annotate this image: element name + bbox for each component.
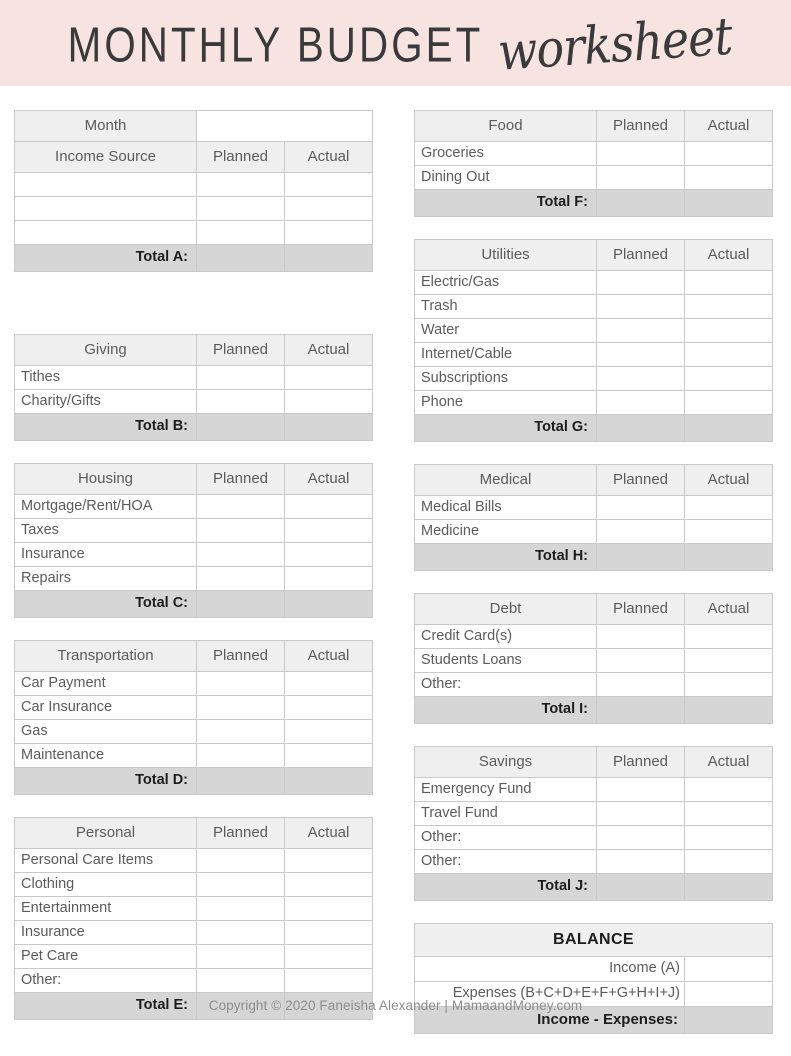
row-label: Car Insurance bbox=[15, 696, 197, 720]
column-header-planned: Planned bbox=[597, 240, 685, 271]
column-header-planned: Planned bbox=[597, 594, 685, 625]
actual-input-cell[interactable] bbox=[685, 343, 773, 367]
planned-input-cell[interactable] bbox=[597, 391, 685, 415]
total-planned-cell[interactable] bbox=[597, 544, 685, 571]
table-row bbox=[15, 873, 373, 897]
row-label: Charity/Gifts bbox=[15, 390, 197, 414]
table-header-row bbox=[15, 335, 373, 366]
table-row bbox=[15, 672, 373, 696]
table-row bbox=[415, 802, 773, 826]
section-title: Medical bbox=[415, 465, 597, 496]
row-label: Clothing bbox=[15, 873, 197, 897]
table-row bbox=[415, 295, 773, 319]
balance-header-row bbox=[415, 924, 773, 957]
total-actual-cell[interactable] bbox=[685, 874, 773, 901]
total-planned-cell[interactable] bbox=[197, 245, 285, 272]
column-header-actual: Actual bbox=[285, 142, 373, 173]
column-header-actual: Actual bbox=[285, 818, 373, 849]
planned-input-cell[interactable] bbox=[197, 173, 285, 197]
planned-input-cell[interactable] bbox=[197, 366, 285, 390]
row-label: Mortgage/Rent/HOA bbox=[15, 495, 197, 519]
planned-input-cell[interactable] bbox=[597, 319, 685, 343]
row-label: Insurance bbox=[15, 543, 197, 567]
row-label: Insurance bbox=[15, 921, 197, 945]
column-header-actual: Actual bbox=[685, 747, 773, 778]
row-label: Pet Care bbox=[15, 945, 197, 969]
balance-row-input-cell[interactable] bbox=[685, 957, 773, 982]
row-label: Maintenance bbox=[15, 744, 197, 768]
actual-input-cell[interactable] bbox=[685, 649, 773, 673]
actual-input-cell[interactable] bbox=[685, 142, 773, 166]
total-planned-cell[interactable] bbox=[597, 874, 685, 901]
row-label: Other: bbox=[415, 850, 597, 874]
row-label: Taxes bbox=[15, 519, 197, 543]
table-row bbox=[15, 567, 373, 591]
page-title bbox=[0, 0, 791, 96]
actual-input-cell[interactable] bbox=[685, 271, 773, 295]
actual-input-cell[interactable] bbox=[685, 367, 773, 391]
row-label: Subscriptions bbox=[415, 367, 597, 391]
actual-input-cell[interactable] bbox=[685, 625, 773, 649]
budget-table-left-2 bbox=[14, 640, 373, 795]
table-row bbox=[415, 649, 773, 673]
table-row bbox=[415, 673, 773, 697]
actual-input-cell[interactable] bbox=[685, 826, 773, 850]
section-title: Income Source bbox=[15, 142, 197, 173]
table-header-row bbox=[415, 240, 773, 271]
column-header-actual: Actual bbox=[685, 240, 773, 271]
planned-input-cell[interactable] bbox=[597, 343, 685, 367]
month-input-cell[interactable] bbox=[197, 111, 373, 142]
actual-input-cell[interactable] bbox=[285, 873, 373, 897]
actual-input-cell[interactable] bbox=[285, 495, 373, 519]
actual-input-cell[interactable] bbox=[685, 778, 773, 802]
table-row bbox=[415, 826, 773, 850]
planned-input-cell[interactable] bbox=[197, 921, 285, 945]
table-row bbox=[415, 778, 773, 802]
column-header-planned: Planned bbox=[197, 464, 285, 495]
row-label[interactable] bbox=[15, 197, 197, 221]
budget-table-left-1 bbox=[14, 463, 373, 618]
table-total-row bbox=[415, 697, 773, 724]
table-row bbox=[415, 319, 773, 343]
table-row bbox=[415, 496, 773, 520]
row-label: Credit Card(s) bbox=[415, 625, 597, 649]
table-row bbox=[415, 142, 773, 166]
table-row bbox=[15, 495, 373, 519]
actual-input-cell[interactable] bbox=[685, 166, 773, 190]
row-label[interactable] bbox=[15, 173, 197, 197]
planned-input-cell[interactable] bbox=[197, 897, 285, 921]
table-row bbox=[415, 367, 773, 391]
actual-input-cell[interactable] bbox=[685, 319, 773, 343]
row-label: Phone bbox=[415, 391, 597, 415]
total-label: Total H: bbox=[415, 544, 597, 571]
row-label: Other: bbox=[415, 826, 597, 850]
table-total-row bbox=[415, 874, 773, 901]
actual-input-cell[interactable] bbox=[285, 519, 373, 543]
table-row bbox=[15, 849, 373, 873]
actual-input-cell[interactable] bbox=[285, 366, 373, 390]
column-header-planned: Planned bbox=[597, 111, 685, 142]
table-header-row bbox=[415, 111, 773, 142]
budget-table-right-1 bbox=[414, 239, 773, 442]
total-planned-cell[interactable] bbox=[597, 415, 685, 442]
row-label: Repairs bbox=[15, 567, 197, 591]
actual-input-cell[interactable] bbox=[285, 969, 373, 993]
row-label[interactable] bbox=[15, 221, 197, 245]
table-total-row bbox=[15, 591, 373, 618]
planned-input-cell[interactable] bbox=[597, 778, 685, 802]
actual-input-cell[interactable] bbox=[685, 850, 773, 874]
table-header-row bbox=[415, 747, 773, 778]
actual-input-cell[interactable] bbox=[285, 543, 373, 567]
actual-input-cell[interactable] bbox=[685, 295, 773, 319]
total-actual-cell[interactable] bbox=[685, 190, 773, 217]
total-planned-cell[interactable] bbox=[197, 768, 285, 795]
total-actual-cell[interactable] bbox=[685, 544, 773, 571]
actual-input-cell[interactable] bbox=[285, 197, 373, 221]
section-title: Food bbox=[415, 111, 597, 142]
column-spacer bbox=[14, 294, 372, 334]
planned-input-cell[interactable] bbox=[597, 520, 685, 544]
table-total-row bbox=[415, 415, 773, 442]
planned-input-cell[interactable] bbox=[597, 802, 685, 826]
table-header-row bbox=[415, 465, 773, 496]
section-title: Housing bbox=[15, 464, 197, 495]
total-label: Total J: bbox=[415, 874, 597, 901]
table-total-row bbox=[415, 190, 773, 217]
row-label: Students Loans bbox=[415, 649, 597, 673]
table-header-row bbox=[15, 464, 373, 495]
budget-table-right-0 bbox=[414, 110, 773, 217]
planned-input-cell[interactable] bbox=[197, 945, 285, 969]
actual-input-cell[interactable] bbox=[685, 802, 773, 826]
total-planned-cell[interactable] bbox=[597, 190, 685, 217]
left-column bbox=[14, 110, 372, 1042]
actual-input-cell[interactable] bbox=[685, 673, 773, 697]
actual-input-cell[interactable] bbox=[285, 897, 373, 921]
section-title: Giving bbox=[15, 335, 197, 366]
actual-input-cell[interactable] bbox=[685, 496, 773, 520]
planned-input-cell[interactable] bbox=[597, 826, 685, 850]
table-row bbox=[15, 390, 373, 414]
planned-input-cell[interactable] bbox=[197, 696, 285, 720]
planned-input-cell[interactable] bbox=[597, 295, 685, 319]
column-header-actual: Actual bbox=[285, 641, 373, 672]
planned-input-cell[interactable] bbox=[597, 850, 685, 874]
table-header-row bbox=[15, 142, 373, 173]
page-title-main: MONTHLY BUDGET bbox=[67, 16, 484, 73]
actual-input-cell[interactable] bbox=[285, 221, 373, 245]
planned-input-cell[interactable] bbox=[197, 390, 285, 414]
budget-table-left-3 bbox=[14, 817, 373, 1020]
row-label: Emergency Fund bbox=[415, 778, 597, 802]
actual-input-cell[interactable] bbox=[285, 567, 373, 591]
actual-input-cell[interactable] bbox=[285, 945, 373, 969]
row-label: Trash bbox=[415, 295, 597, 319]
column-header-actual: Actual bbox=[685, 594, 773, 625]
planned-input-cell[interactable] bbox=[597, 142, 685, 166]
total-actual-cell[interactable] bbox=[285, 591, 373, 618]
planned-input-cell[interactable] bbox=[597, 649, 685, 673]
planned-input-cell[interactable] bbox=[197, 672, 285, 696]
row-label: Other: bbox=[15, 969, 197, 993]
total-planned-cell[interactable] bbox=[197, 591, 285, 618]
table-row bbox=[15, 921, 373, 945]
row-label: Gas bbox=[15, 720, 197, 744]
total-actual-cell[interactable] bbox=[685, 697, 773, 724]
total-label: Total D: bbox=[15, 768, 197, 795]
table-row bbox=[415, 166, 773, 190]
section-title: Savings bbox=[415, 747, 597, 778]
table-row bbox=[15, 720, 373, 744]
actual-input-cell[interactable] bbox=[285, 744, 373, 768]
column-header-planned: Planned bbox=[597, 747, 685, 778]
table-total-row bbox=[15, 414, 373, 441]
row-label: Entertainment bbox=[15, 897, 197, 921]
table-row bbox=[415, 343, 773, 367]
row-label: Car Payment bbox=[15, 672, 197, 696]
budget-table-right-2 bbox=[414, 464, 773, 571]
actual-input-cell[interactable] bbox=[285, 173, 373, 197]
row-label: Electric/Gas bbox=[415, 271, 597, 295]
column-header-actual: Actual bbox=[685, 465, 773, 496]
total-actual-cell[interactable] bbox=[685, 415, 773, 442]
actual-input-cell[interactable] bbox=[285, 720, 373, 744]
row-label: Medical Bills bbox=[415, 496, 597, 520]
row-label: Personal Care Items bbox=[15, 849, 197, 873]
table-row bbox=[15, 173, 373, 197]
actual-input-cell[interactable] bbox=[685, 520, 773, 544]
section-title: Debt bbox=[415, 594, 597, 625]
month-row bbox=[15, 111, 373, 142]
total-label: Total F: bbox=[415, 190, 597, 217]
table-header-row bbox=[415, 594, 773, 625]
table-row bbox=[415, 271, 773, 295]
table-row bbox=[15, 744, 373, 768]
balance-row-label: Expenses (B+C+D+E+F+G+H+I+J) bbox=[415, 982, 685, 1007]
section-title: Personal bbox=[15, 818, 197, 849]
column-header-actual: Actual bbox=[285, 464, 373, 495]
table-header-row bbox=[15, 641, 373, 672]
column-header-actual: Actual bbox=[285, 335, 373, 366]
balance-row-label: Income (A) bbox=[415, 957, 685, 982]
actual-input-cell[interactable] bbox=[285, 921, 373, 945]
table-row bbox=[15, 366, 373, 390]
section-title: Transportation bbox=[15, 641, 197, 672]
table-row bbox=[15, 197, 373, 221]
planned-input-cell[interactable] bbox=[197, 567, 285, 591]
column-header-planned: Planned bbox=[197, 641, 285, 672]
column-header-planned: Planned bbox=[197, 142, 285, 173]
planned-input-cell[interactable] bbox=[597, 166, 685, 190]
planned-input-cell[interactable] bbox=[197, 969, 285, 993]
total-label: Total B: bbox=[15, 414, 197, 441]
table-row bbox=[15, 519, 373, 543]
left-table-group bbox=[14, 334, 372, 1020]
planned-input-cell[interactable] bbox=[597, 625, 685, 649]
balance-row bbox=[415, 957, 773, 982]
row-label: Water bbox=[415, 319, 597, 343]
actual-input-cell[interactable] bbox=[685, 391, 773, 415]
row-label: Internet/Cable bbox=[415, 343, 597, 367]
month-label: Month bbox=[15, 111, 197, 142]
table-total-row bbox=[15, 768, 373, 795]
table-row bbox=[415, 391, 773, 415]
total-label: Total A: bbox=[15, 245, 197, 272]
planned-input-cell[interactable] bbox=[197, 543, 285, 567]
planned-input-cell[interactable] bbox=[197, 495, 285, 519]
table-row bbox=[15, 897, 373, 921]
table-row bbox=[415, 520, 773, 544]
planned-input-cell[interactable] bbox=[197, 744, 285, 768]
actual-input-cell[interactable] bbox=[285, 390, 373, 414]
total-label: Total I: bbox=[415, 697, 597, 724]
row-label: Dining Out bbox=[415, 166, 597, 190]
row-label: Medicine bbox=[415, 520, 597, 544]
total-actual-cell[interactable] bbox=[285, 245, 373, 272]
table-row bbox=[15, 696, 373, 720]
total-label: Total C: bbox=[15, 591, 197, 618]
budget-table-right-4 bbox=[414, 746, 773, 901]
actual-input-cell[interactable] bbox=[285, 696, 373, 720]
column-header-planned: Planned bbox=[197, 335, 285, 366]
table-row bbox=[15, 543, 373, 567]
column-header-planned: Planned bbox=[197, 818, 285, 849]
table-row bbox=[15, 221, 373, 245]
planned-input-cell[interactable] bbox=[197, 873, 285, 897]
table-row bbox=[15, 945, 373, 969]
total-planned-cell[interactable] bbox=[597, 697, 685, 724]
total-label: Total E: bbox=[15, 993, 197, 1020]
planned-input-cell[interactable] bbox=[197, 720, 285, 744]
balance-title: BALANCE bbox=[415, 924, 773, 957]
table-header-row bbox=[15, 818, 373, 849]
page-title-script: worksheet bbox=[495, 5, 734, 83]
section-title: Utilities bbox=[415, 240, 597, 271]
planned-input-cell[interactable] bbox=[197, 221, 285, 245]
total-actual-cell[interactable] bbox=[285, 414, 373, 441]
planned-input-cell[interactable] bbox=[597, 367, 685, 391]
planned-input-cell[interactable] bbox=[197, 197, 285, 221]
budget-table-left-0 bbox=[14, 334, 373, 441]
right-column bbox=[414, 110, 772, 1056]
planned-input-cell[interactable] bbox=[197, 519, 285, 543]
balance-table bbox=[414, 923, 773, 1034]
total-label: Total G: bbox=[415, 415, 597, 442]
column-header-planned: Planned bbox=[597, 465, 685, 496]
actual-input-cell[interactable] bbox=[285, 672, 373, 696]
actual-input-cell[interactable] bbox=[285, 849, 373, 873]
total-actual-cell[interactable] bbox=[285, 768, 373, 795]
planned-input-cell[interactable] bbox=[197, 849, 285, 873]
planned-input-cell[interactable] bbox=[597, 271, 685, 295]
row-label: Travel Fund bbox=[415, 802, 597, 826]
row-label: Other: bbox=[415, 673, 597, 697]
table-total-row bbox=[15, 245, 373, 272]
planned-input-cell[interactable] bbox=[597, 496, 685, 520]
right-table-group bbox=[414, 110, 772, 901]
total-planned-cell[interactable] bbox=[197, 414, 285, 441]
footer-copyright: Copyright © 2020 Faneisha Alexander | MamaandMoney.com bbox=[208, 998, 583, 1013]
table-row bbox=[415, 850, 773, 874]
planned-input-cell[interactable] bbox=[597, 673, 685, 697]
row-label: Groceries bbox=[415, 142, 597, 166]
row-label: Tithes bbox=[15, 366, 197, 390]
balance-total-label: Income - Expenses: bbox=[415, 1007, 685, 1034]
table-total-row bbox=[415, 544, 773, 571]
budget-table-right-3 bbox=[414, 593, 773, 724]
column-header-actual: Actual bbox=[685, 111, 773, 142]
table-row bbox=[415, 625, 773, 649]
income-table bbox=[14, 110, 373, 272]
table-row bbox=[15, 969, 373, 993]
